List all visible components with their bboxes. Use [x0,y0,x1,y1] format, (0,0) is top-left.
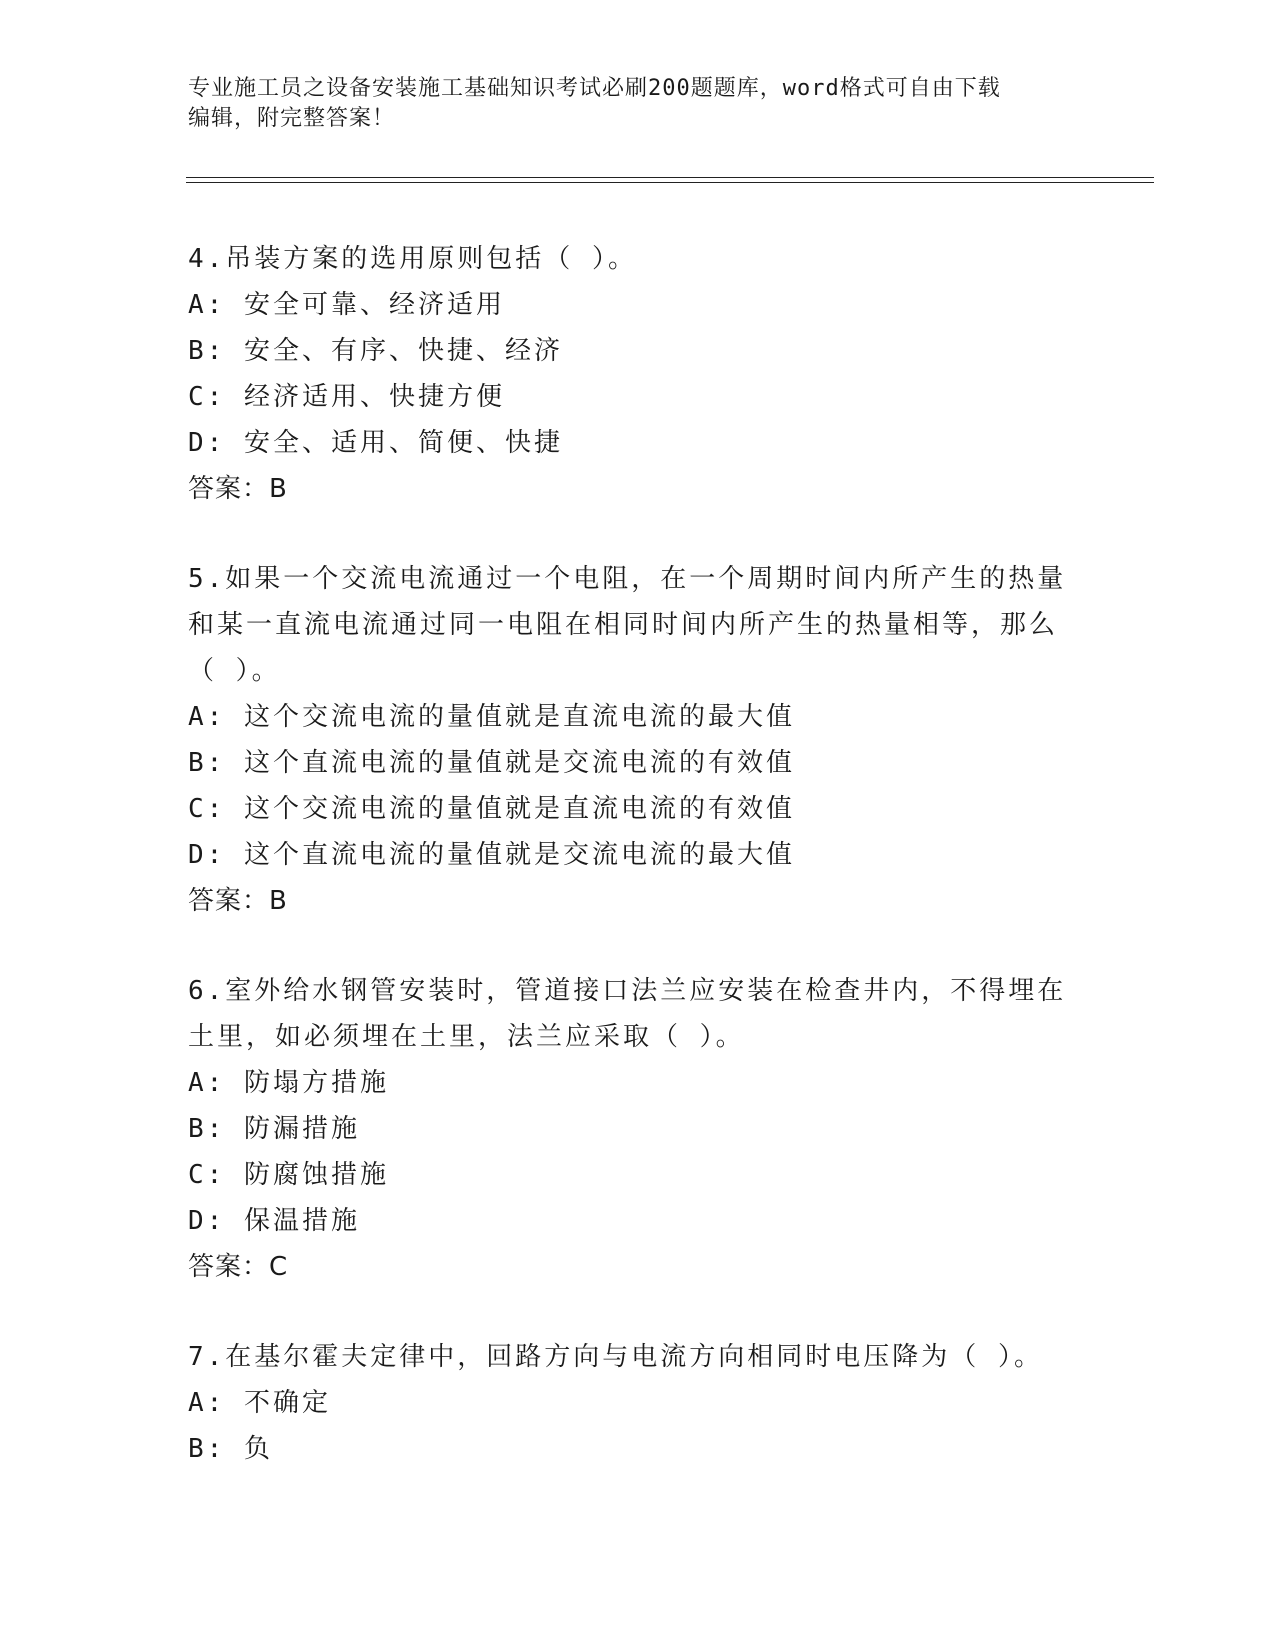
question-stem: 5.如果一个交流电流通过一个电阻，在一个周期时间内所产生的热量和某一直流电流通过同一电阻在相同时间内所产生的热量相等，那么（ ）。 [188,564,1067,686]
option-d: D: 安全、适用、简便、快捷 [188,428,563,458]
question-list [188,236,1068,1516]
option-d: D: 保温措施 [188,1206,360,1236]
header-divider-top [186,177,1154,178]
option-b: B: 这个直流电流的量值就是交流电流的有效值 [188,748,795,778]
header-title-line-2: 编辑，附完整答案！ [188,106,396,131]
option-c: C: 经济适用、快捷方便 [188,382,505,412]
option-a: A: 安全可靠、经济适用 [188,290,505,320]
document-header [188,74,1068,134]
option-c: C: 这个交流电流的量值就是直流电流的有效值 [188,794,795,824]
question-6 [188,968,1068,1290]
option-d: D: 这个直流电流的量值就是交流电流的最大值 [188,840,795,870]
option-a: A: 这个交流电流的量值就是直流电流的最大值 [188,702,795,732]
answer-text: 答案：C [188,1252,289,1282]
option-b: B: 负 [188,1434,273,1464]
question-5 [188,556,1068,924]
option-a: A: 不确定 [188,1388,331,1418]
question-stem: 4.吊装方案的选用原则包括（ ）。 [188,244,637,274]
answer-text: 答案：B [188,474,288,504]
question-4 [188,236,1068,512]
option-b: B: 防漏措施 [188,1114,360,1144]
question-7 [188,1334,1068,1472]
header-divider-bottom [186,182,1154,183]
answer-text: 答案：B [188,886,288,916]
option-b: B: 安全、有序、快捷、经济 [188,336,563,366]
question-stem: 6.室外给水钢管安装时，管道接口法兰应安装在检查井内，不得埋在土里，如必须埋在土里，法兰应采取（ ）。 [188,976,1067,1052]
option-a: A: 防塌方措施 [188,1068,389,1098]
question-stem: 7.在基尔霍夫定律中，回路方向与电流方向相同时电压降为（ ）。 [188,1342,1043,1372]
option-c: C: 防腐蚀措施 [188,1160,389,1190]
header-title-line-1: 专业施工员之设备安装施工基础知识考试必刷200题题库，word格式可自由下载 [188,76,1001,101]
